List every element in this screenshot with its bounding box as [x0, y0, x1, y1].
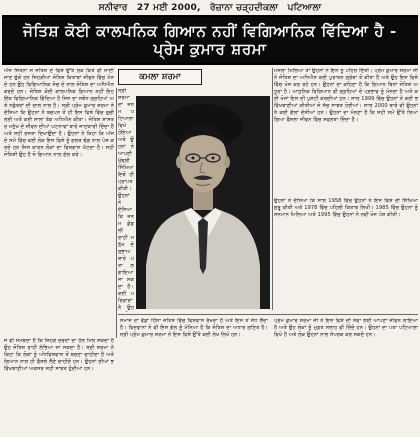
article-column-5 — [120, 318, 268, 434]
article-column-6 — [274, 318, 418, 434]
column-1-text: ਅੱਜ ਜਿਤਨਾ ਜੋ ਜੋਤਿਸ਼ ਦੇ ਵਿਸ਼ੇ ਉੱਤੇ ਲੋਕ ਕਿਤੇ ਵੀ ਜਾਣੀ ਜਾਣ ਚੁੱਕੇ ਹਨ ਜਿਹੜੀਆਂ ਜੋਤਿਸ਼ ਕਿਤਾਬਾਂ ਜੀਵਨ ਵਿੱਚ ਮੰਨਦੇ ਹਨ ਉਹ ਵਿਗਿਆਨਿਕ ਸੋਚ ਦੇ ਨਾਲ ਜੋਤਿਸ਼ ਦਾ ਅਧਿਐਨ ਕਰਦੇ ਹਨ। ਜੋਤਿਸ਼ ਕੋਈ ਕਾਲਪਨਿਕ ਗਿਆਨ ਨਹੀਂ ਇਹ ਇੱਕ ਵਿਗਿਆਨਿਕ ਵਿੱਦਿਆ ਹੈ ਜਿਸ ਦਾ ਸਬੰਧ ਗ੍ਰਹਿਆਂ ਅਤੇ ਨਛੱਤਰਾਂ ਦੀ ਚਾਲ ਨਾਲ ਹੈ। ਸ੍ਰੀ ਪ੍ਰੇਮ ਕੁਮਾਰ ਸ਼ਰਮਾ ਨੇ ਦੱਸਿਆ ਕਿ ਉਹਨਾਂ ਨੇ ਬਚਪਨ ਤੋਂ ਹੀ ਇਸ ਵਿਸ਼ੇ ਵਿੱਚ ਰੁਚੀ ਲਈ ਅਤੇ ਕਈ ਸਾਲਾਂ ਤੱਕ ਅਧਿਐਨ ਕੀਤਾ। ਜੋਤਿਸ਼ ਸ਼ਾਸਤਰ ਮਨੁੱਖ ਦੇ ਜੀਵਨ ਦੀਆਂ ਘਟਨਾਵਾਂ ਬਾਰੇ ਜਾਣਕਾਰੀ ਦਿੰਦਾ ਹੈ ਅਤੇ ਸਹੀ ਰਸਤਾ ਦਿਖਾਉਂਦਾ ਹੈ। ਉਹਨਾਂ ਨੇ ਕਿਹਾ ਕਿ ਅੱਜ ਦੇ ਸਮੇਂ ਵਿੱਚ ਕਈ ਲੋਕ ਇਸ ਵਿਸ਼ੇ ਨੂੰ ਗਲਤ ਢੰਗ ਨਾਲ ਪੇਸ਼ ਕਰਦੇ ਹਨ ਜਿਸ ਕਾਰਨ ਲੋਕਾਂ ਦਾ ਵਿਸ਼ਵਾਸ ਘੱਟਦਾ ਹੈ। ਸਹੀ ਜੋਤਿਸ਼ੀ ਉਹ ਹੈ ਜੋ ਗਿਆਨ ਨਾਲ ਗੱਲ ਕਰੇ। — [4, 68, 114, 158]
headline-text: ਜੋਤਿਸ਼ ਕੋਈ ਕਾਲਪਨਿਕ ਗਿਆਨ ਨਹੀਂ ਵਿਗਿਆਨਿਕ ਵਿੱਦਿਆ ਹੈ - ਪ੍ਰੇਮ ਕੁਮਾਰ ਸ਼ਰਮਾ — [23, 22, 397, 58]
column-5-text: ਸਮਾਜ ਦਾ ਵੱਡਾ ਹਿੱਸਾ ਜੋਤਿਸ਼ ਵਿੱਚ ਵਿਸ਼ਵਾਸ ਰੱਖਦਾ ਹੈ ਅਤੇ ਇਸ ਤੋਂ ਸੇਧ ਲੈਂਦਾ ਹੈ। ਵਿਦਵਾਨਾਂ ਨੇ ਵੀ ਇਸ ਗੱਲ ਨੂੰ ਮੰਨਿਆ ਹੈ ਕਿ ਜੋਤਿਸ਼ ਦਾ ਅਧਾਰ ਗਣਿਤ ਹੈ। ਸ੍ਰੀ ਪ੍ਰੇਮ ਕੁਮਾਰ ਸ਼ਰਮਾ ਨੇ ਇਸ ਵਿਸ਼ੇ ਉੱਤੇ ਕਈ ਲੇਖ ਲਿਖੇ ਹਨ। — [120, 318, 268, 338]
article-column-2 — [118, 88, 134, 312]
dateline-newspaper: ਰੋਜ਼ਾਨਾ ਚੜ੍ਹਦੀਕਲਾ — [209, 3, 279, 13]
dateline — [0, 2, 420, 14]
article-column-3b — [274, 198, 418, 310]
headline-banner — [2, 15, 418, 65]
column-6-text: ਪ੍ਰੇਮ ਕੁਮਾਰ ਸ਼ਰਮਾ ਜੀ ਨੇ ਇਸ ਵਿਸ਼ੇ ਦੀ ਸੇਵਾ ਲਈ ਆਪਣਾ ਜੀਵਨ ਲਾਇਆ ਹੈ ਅਤੇ ਉਹ ਲੋਕਾਂ ਨੂੰ ਮੁਫ਼ਤ ਸਲਾਹ ਵੀ ਦਿੰਦੇ ਹਨ। ਉਹਨਾਂ ਦਾ ਪਤਾ ਪਟਿਆਲਾ ਵਿਖੇ ਹੈ ਅਤੇ ਲੋਕ ਉਹਨਾਂ ਨਾਲ ਸੰਪਰਕ ਕਰ ਸਕਦੇ ਹਨ। — [274, 318, 418, 338]
dateline-day: ਸਨੀਵਾਰ — [98, 3, 128, 13]
article-column-3 — [274, 68, 418, 196]
column-3-text: ਮਸਲਾ ਮਿਲਿਆ ਤਾਂ ਉਹਨਾਂ ਨੇ ਇਸ ਨੂੰ ਪਹਿਲ ਦਿੱਤੀ। ਪ੍ਰੇਮ ਕੁਮਾਰ ਸ਼ਰਮਾ ਜੀ ਨੇ ਜੋਤਿਸ਼ ਦਾ ਅਧਿਐਨ ਕਈ ਪੁਰਾਤਨ ਗ੍ਰੰਥਾਂ ਤੋਂ ਕੀਤਾ ਹੈ ਅਤੇ ਉਹ ਇਸ ਵਿਸ਼ੇ ਵਿੱਚ ਖੋਜ ਕਰ ਰਹੇ ਹਨ। ਉਹਨਾਂ ਦਾ ਕਹਿਣਾ ਹੈ ਕਿ ਗਿਆਨ ਬਿਨਾਂ ਜੋਤਿਸ਼ ਅਧੂਰਾ ਹੈ। ਆਧੁਨਿਕ ਵਿਗਿਆਨ ਵੀ ਗ੍ਰਹਿਆਂ ਦੇ ਪ੍ਰਭਾਵ ਨੂੰ ਮੰਨਦਾ ਹੈ ਅਤੇ ਕਈ ਖੋਜਾਂ ਇਸ ਦੀ ਪੁਸ਼ਟੀ ਕਰਦੀਆਂ ਹਨ। ਸਾਲ 1999 ਵਿੱਚ ਉਹਨਾਂ ਨੇ ਕਈ ਭਵਿੱਖਬਾਣੀਆਂ ਕੀਤੀਆਂ ਜੋ ਸੱਚ ਸਾਬਤ ਹੋਈਆਂ। ਸਾਲ 2000 ਬਾਰੇ ਵੀ ਉਹਨਾਂ ਨੇ ਕਈ ਗੱਲਾਂ ਦੱਸੀਆਂ ਹਨ। ਉਹਨਾਂ ਦਾ ਮੰਨਣਾ ਹੈ ਕਿ ਸਹੀ ਸਮੇਂ ਉੱਤੇ ਲਿਆ ਗਿਆ ਫੈਸਲਾ ਜੀਵਨ ਵਿੱਚ ਸਫਲਤਾ ਦਿੰਦਾ ਹੈ। — [274, 68, 418, 123]
column-divider-1 — [116, 88, 117, 338]
column-divider-2 — [272, 68, 273, 310]
portrait-photo-image — [136, 96, 270, 309]
portrait-photo — [136, 96, 270, 309]
dateline-date: 27 ਮਈ 2000, — [136, 3, 201, 13]
dateline-city: ਪਟਿਆਲਾ — [287, 3, 322, 13]
byline-name: ਕਮਲਾ ਸ਼ਰਮਾ — [139, 72, 181, 82]
byline-box — [118, 69, 202, 85]
column-3b-text: ਉਹਨਾਂ ਨੇ ਦੱਸਿਆ ਕਿ ਸਾਲ 1958 ਵਿੱਚ ਉਹਨਾਂ ਨੇ ਇਸ ਵਿਸ਼ੇ ਦੀ ਸਿੱਖਿਆ ਸ਼ੁਰੂ ਕੀਤੀ ਅਤੇ 1978 ਵਿੱਚ ਪਹਿਲੀ ਕਿਤਾਬ ਲਿਖੀ। 1985 ਵਿੱਚ ਉਹਨਾਂ ਨੂੰ ਸਨਮਾਨ ਮਿਲਿਆ ਅਤੇ 1995 ਵਿੱਚ ਉਹਨਾਂ ਨੇ ਨਵੀਂ ਖੋਜ ਪੇਸ਼ ਕੀਤੀ। — [274, 198, 418, 218]
article-column-4 — [4, 338, 114, 434]
column-2-text: ਸ੍ਰੀ ਸ਼ਰਮਾ ਦਾ ਜਨਮ ਪਟਿਆਲਾ ਵਿਖੇ ਹੋਇਆ ਅਤੇ ਉਹਨਾਂ ਨੇ ਆਪਣੀ ਮੁੱਢਲੀ ਸਿੱਖਿਆ ਇਥੋਂ ਹੀ ਪ੍ਰਾਪਤ ਕੀਤੀ। ਉਹਨਾਂ ਨੇ ਦੱਸਿਆ ਕਿ ਜਨਮ ਕੁੰਡਲੀ ਰਾਹੀਂ ਮਨੁੱਖ ਦੇ ਸੁਭਾਅ ਬਾਰੇ ਪਤਾ ਲਗਾਇਆ ਜਾ ਸਕਦਾ ਹੈ। ਕਈ ਪਰਿਵਾਰਾਂ ਨੇ ਉਹ — [118, 88, 134, 311]
section-divider — [118, 314, 418, 315]
article-column-1 — [4, 68, 114, 336]
column-4-text: ਜੋ ਵੀ ਸਮਝਦਾ ਹੈ ਕਿ ਜਿਹੜੇ ਦਰਦਾਂ ਦਾ ਹੱਲ ਮਿਲ ਸਕਦਾ ਹੈ ਉਹ ਜੋਤਿਸ਼ ਰਾਹੀਂ ਲੱਭਿਆ ਜਾ ਸਕਦਾ ਹੈ। ਸ੍ਰੀ ਸ਼ਰਮਾ ਨੇ ਕਿਹਾ ਕਿ ਲੋਕਾਂ ਨੂੰ ਅੰਧਵਿਸ਼ਵਾਸ ਤੋਂ ਬਚਣਾ ਚਾਹੀਦਾ ਹੈ ਅਤੇ ਗਿਆਨ ਨਾਲ ਹੀ ਫੈਸਲੇ ਲੈਣੇ ਚਾਹੀਦੇ ਹਨ। ਉਹਨਾਂ ਦੀਆਂ ਭਵਿੱਖਬਾਣੀਆਂ ਅਕਸਰ ਸਹੀ ਸਾਬਤ ਹੁੰਦੀਆਂ ਹਨ। — [4, 338, 114, 372]
